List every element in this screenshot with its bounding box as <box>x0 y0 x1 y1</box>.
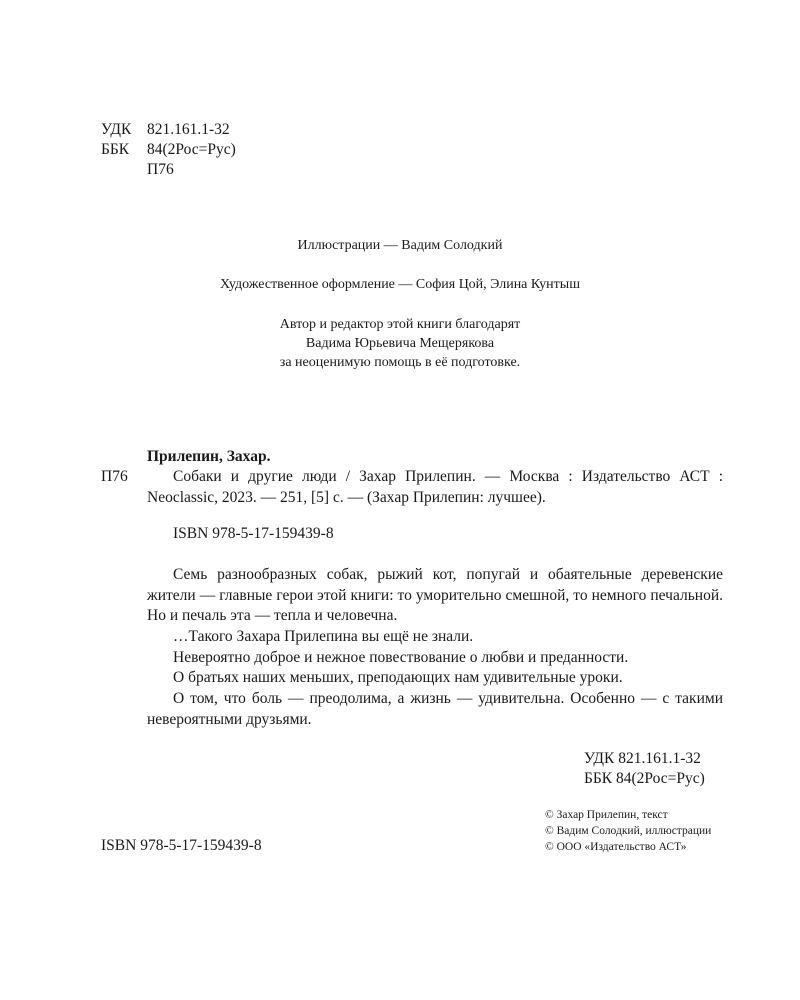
footer-udk: УДК 821.161.1-32 <box>584 750 701 767</box>
bbk-label: ББК <box>101 141 130 158</box>
thanks-line-1: Автор и редактор этой книги благодарят <box>279 317 521 332</box>
annotation-paragraph-5: О том, что боль — преодолима, а жизнь — удивительна. Особенно — с такими невероятными друзьями. <box>147 690 723 728</box>
illustrations-credit: Иллюстрации — Вадим Солодкий <box>297 238 503 253</box>
annotation-paragraph-2: …Такого Захара Прилепина вы ещё не знали. <box>173 628 474 645</box>
udk-value: 821.161.1-32 <box>147 121 230 138</box>
catalog-author-mark: П76 <box>101 468 128 485</box>
thanks-line-3: за неоценимую помощь в её подготовке. <box>279 355 521 370</box>
annotation-paragraph-4: О братьях наших меньших, преподающих нам удивительные уроки. <box>173 669 623 686</box>
udk-row <box>101 120 230 140</box>
catalog-isbn: ISBN 978-5-17-159439-8 <box>173 525 334 542</box>
design-credit: Художественное оформление — София Цой, Элина Кунтыш <box>220 277 580 292</box>
thanks-line-2: Вадима Юрьевича Мещерякова <box>305 336 495 351</box>
copyright-publisher: © ООО «Издательство АСТ» <box>545 841 687 853</box>
annotation-paragraph-1: Семь разнообразных собак, рыжий кот, попугай и обаятельные деревенские жители — главные герои этой книги: то уморительно смешной, то немного печальной. Но и печаль эта — тепла и человечна. <box>147 566 723 624</box>
catalog-description: Собаки и другие люди / Захар Прилепин. — Москва : Издательство АСТ : Neoclassic, 2023. — 251, [5] с. — (Захар Прилепин: лучшее). <box>147 468 723 506</box>
bbk-row <box>101 140 236 160</box>
bbk-value: 84(2Рос=Рус) <box>147 141 236 158</box>
copyright-illustrator: © Вадим Солодкий, иллюстрации <box>545 825 712 837</box>
catalog-author-heading: Прилепин, Захар. <box>147 448 271 465</box>
author-mark: П76 <box>147 161 174 178</box>
footer-bbk: ББК 84(2Рос=Рус) <box>584 770 705 787</box>
annotation-paragraph-3: Невероятно доброе и нежное повествование о любви и преданности. <box>173 649 629 666</box>
copyright-author: © Захар Прилепин, текст <box>545 809 668 821</box>
udk-label: УДК <box>101 121 132 138</box>
footer-isbn: ISBN 978-5-17-159439-8 <box>101 837 262 854</box>
